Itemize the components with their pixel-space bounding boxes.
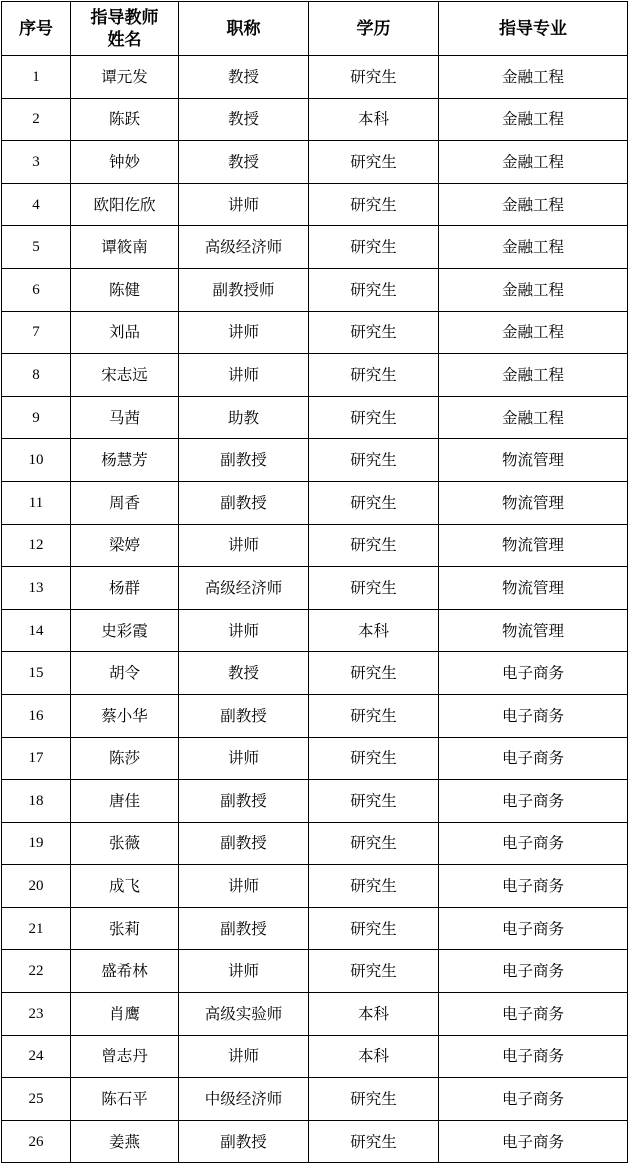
cell-title: 讲师 [179, 524, 309, 567]
table-row [2, 780, 628, 823]
cell-major: 金融工程 [439, 183, 628, 226]
cell-education: 本科 [309, 98, 439, 141]
cell-major: 金融工程 [439, 141, 628, 184]
cell-name: 陈跃 [71, 98, 179, 141]
cell-no: 22 [2, 950, 71, 993]
cell-name: 唐佳 [71, 780, 179, 823]
cell-title: 讲师 [179, 609, 309, 652]
cell-major: 电子商务 [439, 737, 628, 780]
cell-education: 研究生 [309, 1078, 439, 1121]
header-no: 序号 [2, 2, 71, 56]
cell-education: 研究生 [309, 652, 439, 695]
table-row [2, 737, 628, 780]
cell-title: 副教授 [179, 1120, 309, 1163]
cell-education: 研究生 [309, 737, 439, 780]
table-row [2, 822, 628, 865]
cell-no: 5 [2, 226, 71, 269]
cell-title: 教授 [179, 652, 309, 695]
table-row [2, 865, 628, 908]
cell-no: 15 [2, 652, 71, 695]
cell-major: 电子商务 [439, 822, 628, 865]
cell-major: 电子商务 [439, 993, 628, 1036]
cell-education: 研究生 [309, 865, 439, 908]
cell-title: 讲师 [179, 354, 309, 397]
cell-major: 电子商务 [439, 652, 628, 695]
cell-title: 副教授 [179, 694, 309, 737]
cell-no: 12 [2, 524, 71, 567]
table-row [2, 481, 628, 524]
cell-education: 本科 [309, 609, 439, 652]
cell-title: 教授 [179, 141, 309, 184]
cell-major: 电子商务 [439, 1120, 628, 1163]
header-title: 职称 [179, 2, 309, 56]
cell-name: 杨慧芳 [71, 439, 179, 482]
cell-title: 教授 [179, 98, 309, 141]
cell-major: 物流管理 [439, 567, 628, 610]
cell-major: 物流管理 [439, 439, 628, 482]
cell-no: 20 [2, 865, 71, 908]
cell-education: 研究生 [309, 268, 439, 311]
cell-name: 张薇 [71, 822, 179, 865]
table-row [2, 524, 628, 567]
table-row [2, 396, 628, 439]
cell-name: 宋志远 [71, 354, 179, 397]
cell-education: 研究生 [309, 524, 439, 567]
cell-education: 研究生 [309, 780, 439, 823]
cell-name: 盛希林 [71, 950, 179, 993]
cell-title: 讲师 [179, 1035, 309, 1078]
cell-education: 研究生 [309, 141, 439, 184]
cell-no: 7 [2, 311, 71, 354]
cell-name: 谭元发 [71, 56, 179, 99]
cell-education: 本科 [309, 1035, 439, 1078]
table-row [2, 1035, 628, 1078]
cell-major: 电子商务 [439, 780, 628, 823]
cell-education: 研究生 [309, 396, 439, 439]
header-name-label: 指导教师姓名 [90, 7, 159, 50]
cell-name: 张莉 [71, 907, 179, 950]
cell-major: 电子商务 [439, 694, 628, 737]
table-body [2, 56, 628, 1163]
table-row [2, 567, 628, 610]
table-row [2, 993, 628, 1036]
table-row [2, 183, 628, 226]
cell-title: 讲师 [179, 183, 309, 226]
cell-no: 14 [2, 609, 71, 652]
cell-title: 副教授 [179, 822, 309, 865]
table-row [2, 609, 628, 652]
cell-no: 25 [2, 1078, 71, 1121]
table-row [2, 141, 628, 184]
table-row [2, 439, 628, 482]
cell-education: 研究生 [309, 907, 439, 950]
cell-major: 电子商务 [439, 907, 628, 950]
cell-major: 电子商务 [439, 1035, 628, 1078]
cell-title: 讲师 [179, 737, 309, 780]
cell-title: 讲师 [179, 865, 309, 908]
cell-education: 研究生 [309, 694, 439, 737]
cell-major: 金融工程 [439, 354, 628, 397]
table-row [2, 268, 628, 311]
cell-major: 金融工程 [439, 226, 628, 269]
table-row [2, 1078, 628, 1121]
header-name [71, 2, 179, 56]
cell-major: 金融工程 [439, 268, 628, 311]
cell-no: 17 [2, 737, 71, 780]
cell-title: 讲师 [179, 311, 309, 354]
cell-no: 24 [2, 1035, 71, 1078]
header-major: 指导专业 [439, 2, 628, 56]
cell-name: 姜燕 [71, 1120, 179, 1163]
cell-major: 物流管理 [439, 481, 628, 524]
cell-major: 金融工程 [439, 98, 628, 141]
cell-title: 高级经济师 [179, 226, 309, 269]
table-row [2, 907, 628, 950]
cell-education: 本科 [309, 993, 439, 1036]
cell-title: 副教授 [179, 481, 309, 524]
cell-major: 金融工程 [439, 56, 628, 99]
cell-name: 胡令 [71, 652, 179, 695]
cell-title: 副教授 [179, 907, 309, 950]
cell-name: 欧阳仡欣 [71, 183, 179, 226]
cell-title: 高级实验师 [179, 993, 309, 1036]
header-row [2, 2, 628, 56]
cell-no: 6 [2, 268, 71, 311]
cell-no: 11 [2, 481, 71, 524]
cell-title: 副教授师 [179, 268, 309, 311]
cell-major: 金融工程 [439, 311, 628, 354]
cell-no: 16 [2, 694, 71, 737]
cell-title: 高级经济师 [179, 567, 309, 610]
cell-name: 蔡小华 [71, 694, 179, 737]
cell-major: 电子商务 [439, 950, 628, 993]
cell-title: 助教 [179, 396, 309, 439]
cell-education: 研究生 [309, 1120, 439, 1163]
cell-major: 金融工程 [439, 396, 628, 439]
cell-name: 钟妙 [71, 141, 179, 184]
table-row [2, 98, 628, 141]
cell-title: 副教授 [179, 439, 309, 482]
cell-major: 物流管理 [439, 524, 628, 567]
cell-no: 8 [2, 354, 71, 397]
cell-education: 研究生 [309, 439, 439, 482]
cell-education: 研究生 [309, 354, 439, 397]
cell-title: 副教授 [179, 780, 309, 823]
cell-no: 13 [2, 567, 71, 610]
cell-name: 刘品 [71, 311, 179, 354]
cell-no: 26 [2, 1120, 71, 1163]
cell-name: 梁婷 [71, 524, 179, 567]
cell-name: 史彩霞 [71, 609, 179, 652]
cell-major: 电子商务 [439, 1078, 628, 1121]
cell-name: 陈健 [71, 268, 179, 311]
cell-no: 18 [2, 780, 71, 823]
cell-title: 教授 [179, 56, 309, 99]
table-row [2, 311, 628, 354]
table-row [2, 1120, 628, 1163]
cell-education: 研究生 [309, 183, 439, 226]
table-row [2, 56, 628, 99]
cell-education: 研究生 [309, 481, 439, 524]
cell-education: 研究生 [309, 822, 439, 865]
table-row [2, 950, 628, 993]
cell-no: 21 [2, 907, 71, 950]
cell-name: 周香 [71, 481, 179, 524]
table-row [2, 694, 628, 737]
cell-no: 4 [2, 183, 71, 226]
cell-major: 电子商务 [439, 865, 628, 908]
cell-name: 陈莎 [71, 737, 179, 780]
table-row [2, 354, 628, 397]
cell-education: 研究生 [309, 950, 439, 993]
cell-name: 曾志丹 [71, 1035, 179, 1078]
cell-title: 中级经济师 [179, 1078, 309, 1121]
cell-no: 3 [2, 141, 71, 184]
advisor-table [1, 1, 628, 1163]
table-row [2, 226, 628, 269]
cell-education: 研究生 [309, 226, 439, 269]
cell-education: 研究生 [309, 56, 439, 99]
cell-name: 肖鹰 [71, 993, 179, 1036]
cell-no: 19 [2, 822, 71, 865]
cell-no: 9 [2, 396, 71, 439]
cell-name: 成飞 [71, 865, 179, 908]
table-row [2, 652, 628, 695]
cell-name: 杨群 [71, 567, 179, 610]
cell-no: 23 [2, 993, 71, 1036]
cell-education: 研究生 [309, 567, 439, 610]
table-header [2, 2, 628, 56]
cell-education: 研究生 [309, 311, 439, 354]
cell-title: 讲师 [179, 950, 309, 993]
cell-name: 陈石平 [71, 1078, 179, 1121]
cell-no: 10 [2, 439, 71, 482]
cell-major: 物流管理 [439, 609, 628, 652]
cell-no: 1 [2, 56, 71, 99]
cell-name: 谭筱南 [71, 226, 179, 269]
cell-name: 马茜 [71, 396, 179, 439]
header-education: 学历 [309, 2, 439, 56]
cell-no: 2 [2, 98, 71, 141]
